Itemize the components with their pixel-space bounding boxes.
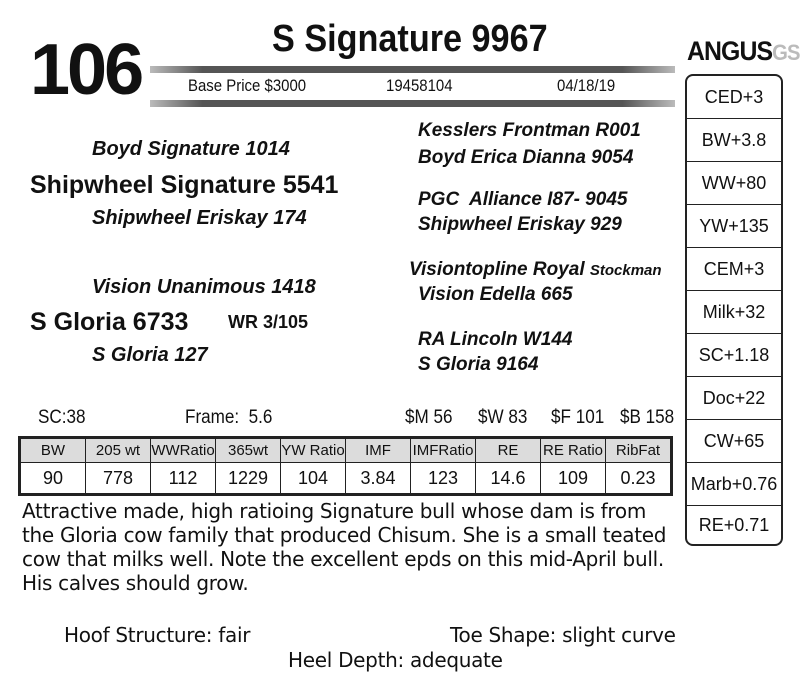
pedigree-dam-sire: Vision Unanimous 1418 (92, 276, 316, 298)
pedigree-sire: Shipwheel Signature 5541 (30, 171, 339, 199)
pedigree-dam: S Gloria 6733 (30, 308, 189, 336)
table-header-cell: RE (476, 438, 541, 463)
table-value-cell: 112 (151, 463, 216, 495)
angus-logo-text: ANGUS (687, 36, 773, 66)
table-header-cell: IMF (346, 438, 411, 463)
pedigree-dam-dam: S Gloria 127 (92, 344, 208, 366)
epd-cw: CW+65 (687, 420, 781, 463)
table-header-cell: BW (20, 438, 86, 463)
table-header-cell: WWRatio (151, 438, 216, 463)
stat-maternal-index: $M 56 (405, 407, 453, 428)
table-value-cell: 0.23 (606, 463, 672, 495)
epd-re: RE+0.71 (698, 514, 770, 535)
pedigree-sire-dam-dam: Shipwheel Eriskay 929 (418, 214, 622, 235)
epd-doc: Doc+22 (687, 377, 781, 420)
dam-sire-sire-suffix: Stockman (589, 262, 662, 279)
birth-date: 04/18/19 (557, 76, 616, 95)
epd-ced: CED+3 (687, 76, 781, 119)
table-value-cell: 14.6 (476, 463, 541, 495)
epd-yw: YW+135 (687, 205, 781, 248)
table-value-cell: 778 (86, 463, 151, 495)
table-value-cell: 90 (20, 463, 86, 495)
angus-gs-logo (687, 38, 800, 65)
header-rule-bottom (150, 100, 675, 107)
pedigree-sire-sire-sire: Kesslers Frontman R001 (418, 120, 641, 141)
epd-cem: CEM+3 (687, 248, 781, 291)
table-header-row (20, 438, 672, 463)
table-header-cell: YW Ratio (281, 438, 346, 463)
stat-scrotal: SC:38 (38, 407, 86, 428)
stat-frame: Frame: 5.6 (185, 407, 273, 428)
header-rule-top (150, 66, 675, 73)
pedigree-dam-dam-dam: S Gloria 9164 (418, 354, 539, 375)
epd-milk: Milk+32 (687, 291, 781, 334)
table-header-cell: IMFRatio (411, 438, 476, 463)
epd-ww: WW+80 (687, 162, 781, 205)
lot-number: 106 (30, 30, 142, 110)
pedigree-dam-sire-dam: Vision Edella 665 (418, 284, 573, 305)
lot-description: Attractive made, high ratioing Signature bull whose dam is from the Gloria cow family that produced Chisum. She is a small teated cow that milks well. Note the excellent epds on this mid-April bull. His calves should grow. (22, 499, 667, 595)
hoof-structure: Hoof Structure: fair (64, 623, 251, 647)
gs-logo-text: GS (772, 40, 800, 65)
table-header-cell: 365wt (216, 438, 281, 463)
animal-name: S Signature 9967 (272, 18, 548, 60)
base-price: Base Price $3000 (188, 76, 307, 95)
epd-column (685, 74, 783, 546)
pedigree-sire-dam-sire: PGC Alliance I87- 9045 (418, 189, 628, 210)
table-row (20, 463, 672, 495)
epd-sc: SC+1.18 (687, 334, 781, 377)
stat-beef-index: $B 158 (620, 407, 675, 428)
dam-sire-sire-name: Visiontopline Royal (409, 259, 585, 280)
table-value-cell: 104 (281, 463, 346, 495)
epd-bw: BW+3.8 (687, 119, 781, 162)
pedigree-dam-dam-sire: RA Lincoln W144 (418, 329, 573, 350)
table-value-cell: 123 (411, 463, 476, 495)
stat-weaning-index: $W 83 (478, 407, 528, 428)
heel-depth: Heel Depth: adequate (288, 648, 503, 672)
table-value-cell: 109 (541, 463, 606, 495)
toe-shape: Toe Shape: slight curve (450, 623, 676, 647)
table-header-cell: RibFat (606, 438, 672, 463)
stat-feedlot-index: $F 101 (551, 407, 605, 428)
pedigree-sire-dam: Shipwheel Eriskay 174 (92, 207, 307, 229)
table-value-cell: 3.84 (346, 463, 411, 495)
performance-table (18, 436, 673, 496)
registration-number: 19458104 (386, 76, 453, 95)
table-value-cell: 1229 (216, 463, 281, 495)
table-header-cell: 205 wt (86, 438, 151, 463)
pedigree-sire-sire-dam: Boyd Erica Dianna 9054 (418, 147, 634, 168)
pedigree-sire-sire: Boyd Signature 1014 (92, 138, 290, 160)
table-header-cell: RE Ratio (541, 438, 606, 463)
pedigree-dam-sire-sire (409, 260, 662, 279)
dam-record: WR 3/105 (228, 312, 309, 332)
epd-marb: Marb+0.76 (687, 463, 781, 506)
